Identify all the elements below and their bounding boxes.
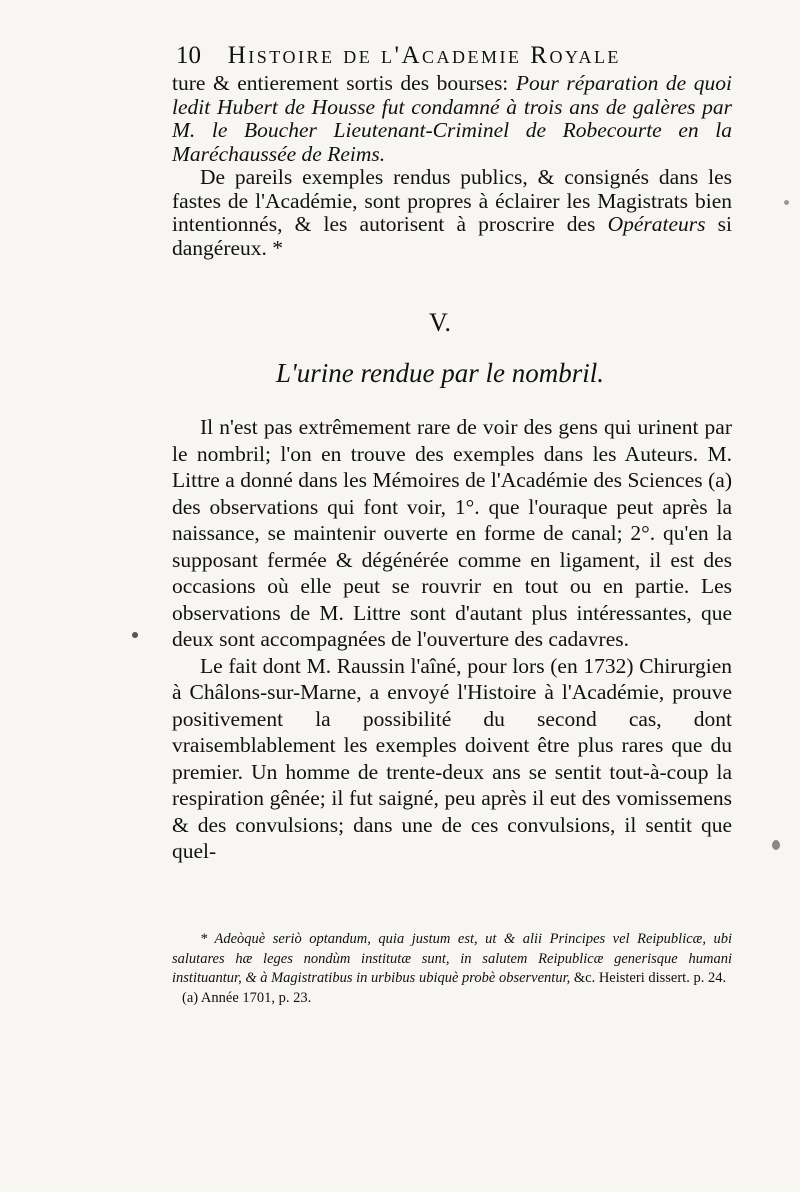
continuation-plain: ture & entierement sortis des bourses: <box>172 71 516 95</box>
exemples-italic: Opérateurs <box>607 212 706 236</box>
footnote-star-italic: * Adeòquè seriò optandum, quia justum est, ut & alii Principes vel Reipublicæ, ubi salutares hæ leges nondùm institutæ sunt, in salutem Reipublicæ generisque humani instituantur, & à Magistratibus in urbibus ubiquè probè observentur, <box>172 931 732 986</box>
running-header <box>176 42 696 70</box>
page-number: 10 <box>176 42 201 69</box>
ink-spot <box>132 632 138 638</box>
continuation-paragraph <box>172 72 732 166</box>
exemples-paragraph <box>172 166 732 260</box>
exemples-after: si dangéreux. * <box>172 212 732 260</box>
continuation-italic: Pour réparation de quoi ledit Hubert de Housse fut condamné à trois ans de galères par M. le Boucher Lieutenant-Criminel de Robecourte en la Maréchaussée de Reims. <box>172 71 732 166</box>
footnote-a: (a) Année 1701, p. 23. <box>182 989 312 1006</box>
top-text-block <box>172 72 732 260</box>
footnote-star <box>172 930 732 989</box>
ink-spot <box>772 840 780 850</box>
main-text-block <box>172 414 732 865</box>
ink-spot <box>784 200 789 205</box>
exemples-before: De pareils exemples rendus publics, & consignés dans les fastes de l'Académie, sont propres à éclairer les Magistrats bien intentionnés, & les autorisent à proscrire des <box>172 165 732 236</box>
section-number: V. <box>429 308 451 337</box>
paragraph-littre: Il n'est pas extrêmement rare de voir des gens qui urinent par le nombril; l'on en trouve des exemples dans les Auteurs. M. Littre a donné dans les Mémoires de l'Académie des Sciences (a) des observations qui font voir, 1°. que l'ouraque peut après la naissance, se maintenir ouverte en forme de canal; 2°. qu'en la supposant fermée & dégénérée comme en ligament, il est des occasions où elle peut se rouvrir en tout ou en partie. Les observations de M. Littre sont d'autant plus intéressantes, que deux sont accompagnées de l'ouverture des cadavres. <box>172 415 732 651</box>
paragraph-raussin: Le fait dont M. Raussin l'aîné, pour lors (en 1732) Chirurgien à Châlons-sur-Marne, a envoyé l'Histoire à l'Académie, prouve positivement la possibilité du second cas, dont vraisemblablement les exemples doivent être plus rares que du premier. Un homme de trente-deux ans se sentit tout-à-coup la respiration gênée; il fut saigné, peu après il eut des vomissemens & des convulsions; dans une de ces convulsions, il sentit que quel- <box>172 653 732 863</box>
footnote-star-upright: &c. Heisteri dissert. p. 24. <box>570 970 727 986</box>
running-title: Histoire de l'Academie Royale <box>227 42 621 69</box>
footnotes <box>172 930 732 1008</box>
section-title: L'urine rendue par le nombril. <box>275 358 604 388</box>
